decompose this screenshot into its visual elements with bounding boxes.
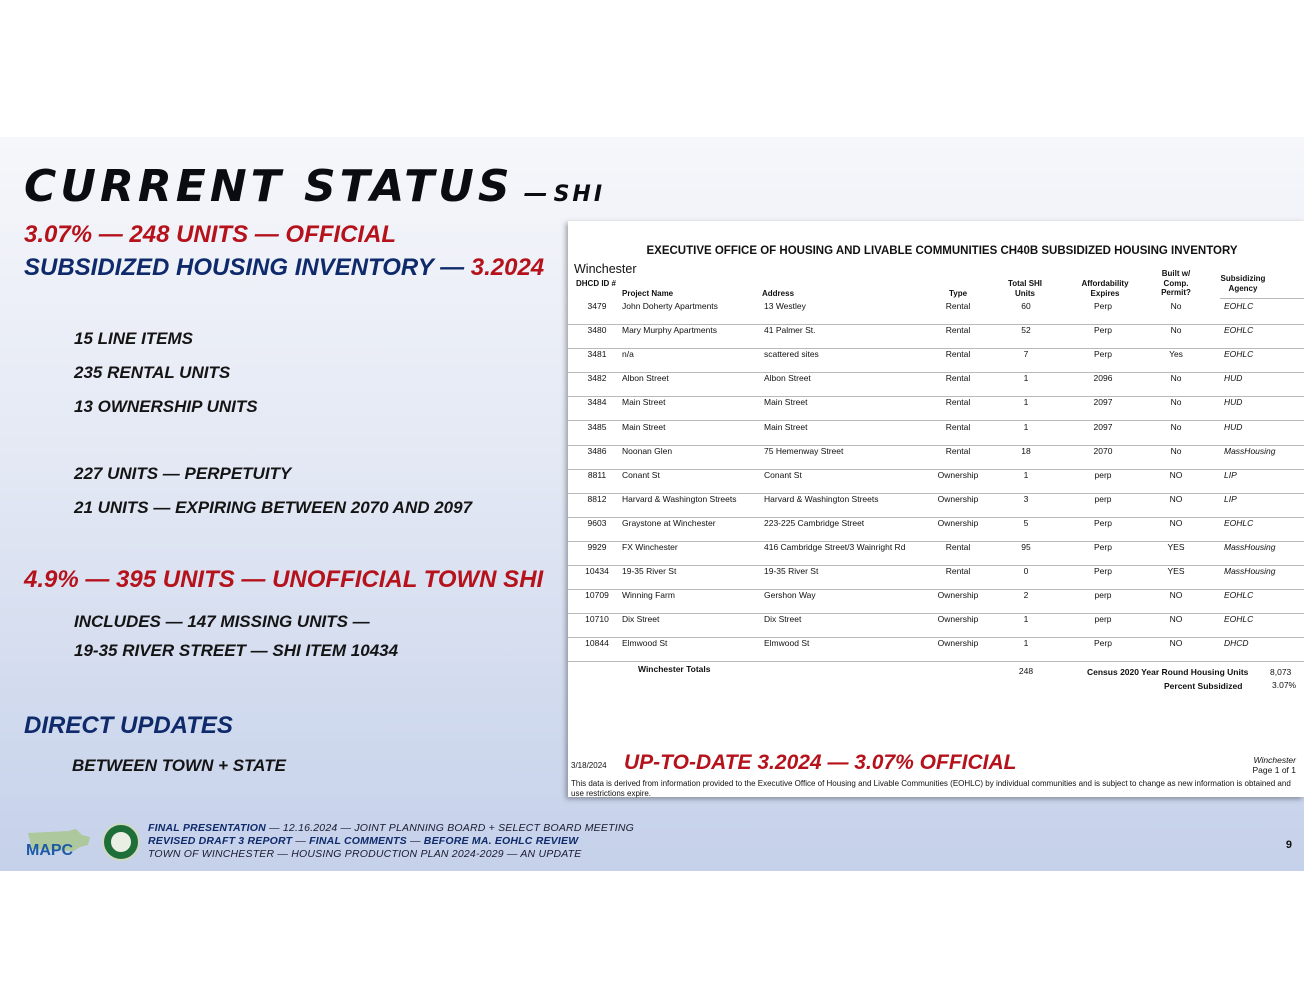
page-number: 9 bbox=[1285, 839, 1292, 851]
direct-updates-heading: DIRECT UPDATES bbox=[24, 712, 233, 739]
cell-aff: perp bbox=[1094, 469, 1112, 480]
cell-units: 7 bbox=[1023, 349, 1029, 360]
cell-name: Noonan Glen bbox=[622, 445, 673, 456]
cell-aff: Perp bbox=[1094, 566, 1112, 577]
col-header-name: Project Name bbox=[622, 289, 674, 298]
cell-address: Conant St bbox=[764, 469, 802, 480]
footer-line-1 bbox=[148, 822, 634, 834]
document-note: This data is derived from information provided to the Executive Office of Housing and Livable Communities (EOHLC) by individual communities and is subject to change as new information is obtained and use restrictions expire. bbox=[571, 779, 1291, 798]
shi-label: SUBSIDIZED HOUSING INVENTORY — bbox=[24, 254, 471, 281]
cell-aff: perp bbox=[1094, 614, 1112, 625]
agency-header-rule bbox=[1220, 298, 1304, 299]
cell-type: Rental bbox=[945, 445, 971, 456]
cell-agency: MassHousing bbox=[1224, 445, 1276, 456]
cell-agency: EOHLC bbox=[1224, 517, 1254, 528]
mapc-logo bbox=[24, 825, 94, 863]
table-row bbox=[568, 301, 1304, 325]
shi-document bbox=[568, 221, 1304, 797]
cell-agency: EOHLC bbox=[1224, 325, 1254, 336]
cell-units: 18 bbox=[1021, 445, 1031, 456]
includes-line-2: 19-35 RIVER STREET — SHI ITEM 10434 bbox=[74, 641, 399, 660]
footer-meeting: — 12.16.2024 — JOINT PLANNING BOARD + SELECT BOARD MEETING bbox=[265, 822, 634, 834]
cell-name: Mary Murphy Apartments bbox=[622, 325, 717, 336]
cell-name: Winning Farm bbox=[622, 590, 675, 601]
cell-name: John Doherty Apartments bbox=[622, 301, 718, 311]
cell-built: NO bbox=[1169, 638, 1183, 649]
cell-aff: perp bbox=[1094, 493, 1112, 504]
cell-address: Gershon Way bbox=[764, 590, 816, 601]
cell-agency: LIP bbox=[1224, 493, 1237, 504]
cell-agency: LIP bbox=[1224, 469, 1237, 480]
cell-id: 9929 bbox=[587, 542, 607, 552]
cell-name: Elmwood St bbox=[622, 638, 668, 649]
cell-name: Albon Street bbox=[622, 373, 669, 384]
cell-built: NO bbox=[1169, 517, 1183, 528]
cell-built: No bbox=[1170, 445, 1182, 456]
shi-date: 3.2024 bbox=[470, 254, 545, 281]
cell-type: Rental bbox=[945, 349, 971, 360]
title-sub: SHI bbox=[553, 182, 606, 207]
cell-id: 10434 bbox=[585, 566, 609, 577]
cell-type: Rental bbox=[945, 325, 971, 336]
census-value: 8,073 bbox=[1270, 667, 1292, 677]
col-header-affordability: Affordability Expires bbox=[1081, 279, 1129, 298]
cell-address: Main Street bbox=[764, 397, 808, 408]
col-header-built: Built w/ Comp. Permit? bbox=[1161, 269, 1191, 297]
cell-id: 3479 bbox=[587, 301, 607, 311]
cell-agency: EOHLC bbox=[1224, 349, 1254, 360]
table-row bbox=[568, 373, 1304, 397]
table-row bbox=[568, 614, 1304, 638]
cell-address: scattered sites bbox=[764, 349, 819, 360]
cell-id: 3484 bbox=[587, 397, 607, 408]
document-town: Winchester bbox=[574, 262, 637, 276]
cell-units: 2 bbox=[1023, 590, 1029, 601]
pct-label: Percent Subsidized bbox=[1164, 681, 1243, 691]
cell-agency: EOHLC bbox=[1224, 590, 1254, 601]
cell-units: 1 bbox=[1023, 614, 1029, 625]
cell-name: n/a bbox=[622, 349, 634, 360]
table-row bbox=[568, 518, 1304, 542]
cell-address: 19-35 River St bbox=[764, 566, 819, 577]
cell-agency: HUD bbox=[1224, 397, 1243, 408]
stat-line-items: 15 LINE ITEMS bbox=[74, 329, 194, 348]
cell-aff: Perp bbox=[1094, 638, 1112, 649]
cell-type: Ownership bbox=[937, 493, 979, 504]
document-date: 3/18/2024 bbox=[571, 761, 607, 770]
footer-line-3: TOWN OF WINCHESTER — HOUSING PRODUCTION PLAN 2024-2029 — AN UPDATE bbox=[148, 848, 582, 860]
footer-sep-1: — bbox=[292, 835, 310, 847]
col-header-type: Type bbox=[948, 289, 968, 298]
mapc-logo-text: MAPC bbox=[26, 842, 74, 859]
cell-type: Rental bbox=[945, 301, 971, 311]
cell-built: No bbox=[1170, 421, 1182, 432]
table-row bbox=[568, 590, 1304, 614]
includes-line-1: INCLUDES — 147 MISSING UNITS — bbox=[74, 612, 370, 631]
cell-id: 8812 bbox=[587, 493, 607, 504]
cell-units: 1 bbox=[1023, 469, 1029, 480]
cell-built: Yes bbox=[1169, 349, 1183, 360]
totals-units: 248 bbox=[1018, 666, 1034, 676]
title-main: CURRENT STATUS bbox=[24, 161, 514, 212]
cell-id: 10710 bbox=[585, 614, 609, 625]
cell-units: 52 bbox=[1021, 325, 1031, 336]
cell-built: NO bbox=[1169, 590, 1183, 601]
cell-address: Harvard & Washington Streets bbox=[764, 493, 879, 504]
table-row bbox=[568, 325, 1304, 349]
table-row bbox=[568, 470, 1304, 494]
cell-name: Graystone at Winchester bbox=[622, 517, 716, 528]
cell-units: 3 bbox=[1023, 493, 1029, 504]
cell-aff: 2097 bbox=[1093, 421, 1113, 432]
slide bbox=[0, 137, 1304, 871]
cell-address: Main Street bbox=[764, 421, 808, 432]
stat-expiring: 21 UNITS — EXPIRING BETWEEN 2070 AND 2097 bbox=[74, 498, 473, 517]
cell-type: Rental bbox=[945, 373, 971, 384]
stat-perpetuity: 227 UNITS — PERPETUITY bbox=[74, 464, 292, 483]
cell-units: 1 bbox=[1023, 638, 1029, 649]
cell-name: Conant St bbox=[622, 469, 660, 480]
cell-id: 10844 bbox=[585, 638, 609, 649]
cell-name: Main Street bbox=[622, 421, 666, 432]
cell-aff: Perp bbox=[1094, 325, 1112, 336]
cell-aff: 2096 bbox=[1093, 373, 1113, 384]
table-row bbox=[568, 494, 1304, 518]
col-header-agency: Subsidizing Agency bbox=[1220, 274, 1266, 293]
cell-agency: MassHousing bbox=[1224, 542, 1276, 552]
table-row bbox=[568, 566, 1304, 590]
cell-type: Ownership bbox=[937, 590, 979, 601]
footer-line-2 bbox=[148, 835, 578, 847]
cell-id: 3486 bbox=[587, 445, 607, 456]
pct-value: 3.07% bbox=[1272, 680, 1297, 690]
stat-rental-units: 235 RENTAL UNITS bbox=[74, 363, 231, 382]
table-row bbox=[568, 446, 1304, 470]
cell-aff: 2097 bbox=[1093, 397, 1113, 408]
cell-address: 223-225 Cambridge Street bbox=[764, 517, 865, 528]
cell-id: 3480 bbox=[587, 325, 607, 336]
footer-draft: REVISED DRAFT 3 REPORT bbox=[148, 835, 293, 847]
cell-type: Rental bbox=[945, 542, 971, 552]
col-header-units: Total SHI Units bbox=[1007, 279, 1043, 298]
cell-built: No bbox=[1170, 373, 1182, 384]
footer-final-comments: FINAL COMMENTS bbox=[309, 835, 407, 847]
cell-name: 19-35 River St bbox=[622, 566, 677, 577]
cell-units: 95 bbox=[1021, 542, 1031, 552]
winchester-seal bbox=[102, 823, 140, 861]
cell-built: No bbox=[1170, 301, 1182, 311]
cell-id: 9603 bbox=[587, 517, 607, 528]
footer-final-presentation: FINAL PRESENTATION bbox=[148, 822, 266, 834]
cell-agency: DHCD bbox=[1224, 638, 1249, 649]
cell-address: Dix Street bbox=[764, 614, 802, 625]
cell-type: Rental bbox=[945, 421, 971, 432]
document-heading: EXECUTIVE OFFICE OF HOUSING AND LIVABLE COMMUNITIES CH40B SUBSIDIZED HOUSING INVENTORY bbox=[646, 245, 1238, 257]
cell-name: Dix Street bbox=[622, 614, 660, 625]
cell-aff: Perp bbox=[1094, 542, 1112, 552]
cell-type: Rental bbox=[945, 566, 971, 577]
shi-date-line bbox=[24, 254, 544, 282]
footer-eohlc-review: BEFORE MA. EOHLC REVIEW bbox=[423, 835, 579, 847]
unofficial-line: 4.9% — 395 UNITS — UNOFFICIAL TOWN SHI bbox=[24, 566, 544, 593]
cell-id: 8811 bbox=[587, 469, 607, 480]
census-label: Census 2020 Year Round Housing Units bbox=[1087, 667, 1249, 677]
cell-built: No bbox=[1170, 397, 1182, 408]
cell-name: Main Street bbox=[622, 397, 666, 408]
document-stamp: UP-TO-DATE 3.2024 — 3.07% OFFICIAL bbox=[624, 751, 1017, 774]
cell-agency: HUD bbox=[1224, 373, 1243, 384]
totals-label: Winchester Totals bbox=[638, 664, 711, 674]
cell-name: FX Winchester bbox=[622, 542, 678, 552]
table-row bbox=[568, 542, 1304, 566]
cell-name: Harvard & Washington Streets bbox=[622, 493, 737, 504]
footer-sep-2: — bbox=[406, 835, 424, 847]
cell-built: NO bbox=[1169, 469, 1183, 480]
cell-type: Rental bbox=[945, 397, 971, 408]
cell-units: 1 bbox=[1023, 373, 1029, 384]
table-row bbox=[568, 349, 1304, 373]
slide-title bbox=[24, 161, 605, 212]
cell-agency: EOHLC bbox=[1224, 301, 1254, 311]
cell-address: 75 Hemenway Street bbox=[764, 445, 844, 456]
cell-type: Ownership bbox=[937, 638, 979, 649]
page-town: Winchester bbox=[1253, 755, 1296, 765]
col-header-id: DHCD ID # bbox=[575, 279, 616, 288]
cell-type: Ownership bbox=[937, 614, 979, 625]
table-row bbox=[568, 397, 1304, 421]
cell-units: 1 bbox=[1023, 397, 1029, 408]
cell-id: 3481 bbox=[587, 349, 607, 360]
cell-type: Ownership bbox=[937, 469, 979, 480]
cell-aff: perp bbox=[1094, 590, 1112, 601]
cell-built: YES bbox=[1167, 566, 1185, 577]
title-dash: — bbox=[523, 179, 548, 207]
cell-units: 1 bbox=[1023, 421, 1029, 432]
cell-built: YES bbox=[1167, 542, 1185, 552]
table-row bbox=[568, 638, 1304, 662]
page-of: Page 1 of 1 bbox=[1252, 765, 1296, 775]
document-page-info bbox=[1253, 755, 1296, 775]
cell-units: 0 bbox=[1023, 566, 1029, 577]
cell-address: Albon Street bbox=[764, 373, 811, 384]
cell-built: NO bbox=[1169, 614, 1183, 625]
official-line: 3.07% — 248 UNITS — OFFICIAL bbox=[24, 221, 397, 248]
cell-id: 10709 bbox=[585, 590, 609, 601]
cell-units: 5 bbox=[1023, 517, 1029, 528]
cell-address: Elmwood St bbox=[764, 638, 810, 649]
cell-built: NO bbox=[1169, 493, 1183, 504]
table-row bbox=[568, 422, 1304, 446]
cell-address: 41 Palmer St. bbox=[764, 325, 816, 336]
cell-address: 13 Westley bbox=[764, 301, 806, 311]
cell-type: Ownership bbox=[937, 517, 979, 528]
stat-ownership-units: 13 OWNERSHIP UNITS bbox=[74, 397, 258, 416]
col-header-address: Address bbox=[762, 289, 795, 298]
cell-aff: Perp bbox=[1094, 349, 1112, 360]
cell-aff: 2070 bbox=[1093, 445, 1113, 456]
cell-aff: Perp bbox=[1094, 517, 1112, 528]
cell-agency: MassHousing bbox=[1224, 566, 1276, 577]
cell-id: 3482 bbox=[587, 373, 607, 384]
between-line: BETWEEN TOWN + STATE bbox=[72, 756, 286, 775]
cell-id: 3485 bbox=[587, 421, 607, 432]
cell-agency: EOHLC bbox=[1224, 614, 1254, 625]
cell-built: No bbox=[1170, 325, 1182, 336]
cell-units: 60 bbox=[1021, 301, 1031, 311]
cell-address: 416 Cambridge Street/3 Wainright Rd bbox=[764, 542, 906, 552]
cell-agency: HUD bbox=[1224, 421, 1243, 432]
cell-aff: Perp bbox=[1094, 301, 1112, 311]
